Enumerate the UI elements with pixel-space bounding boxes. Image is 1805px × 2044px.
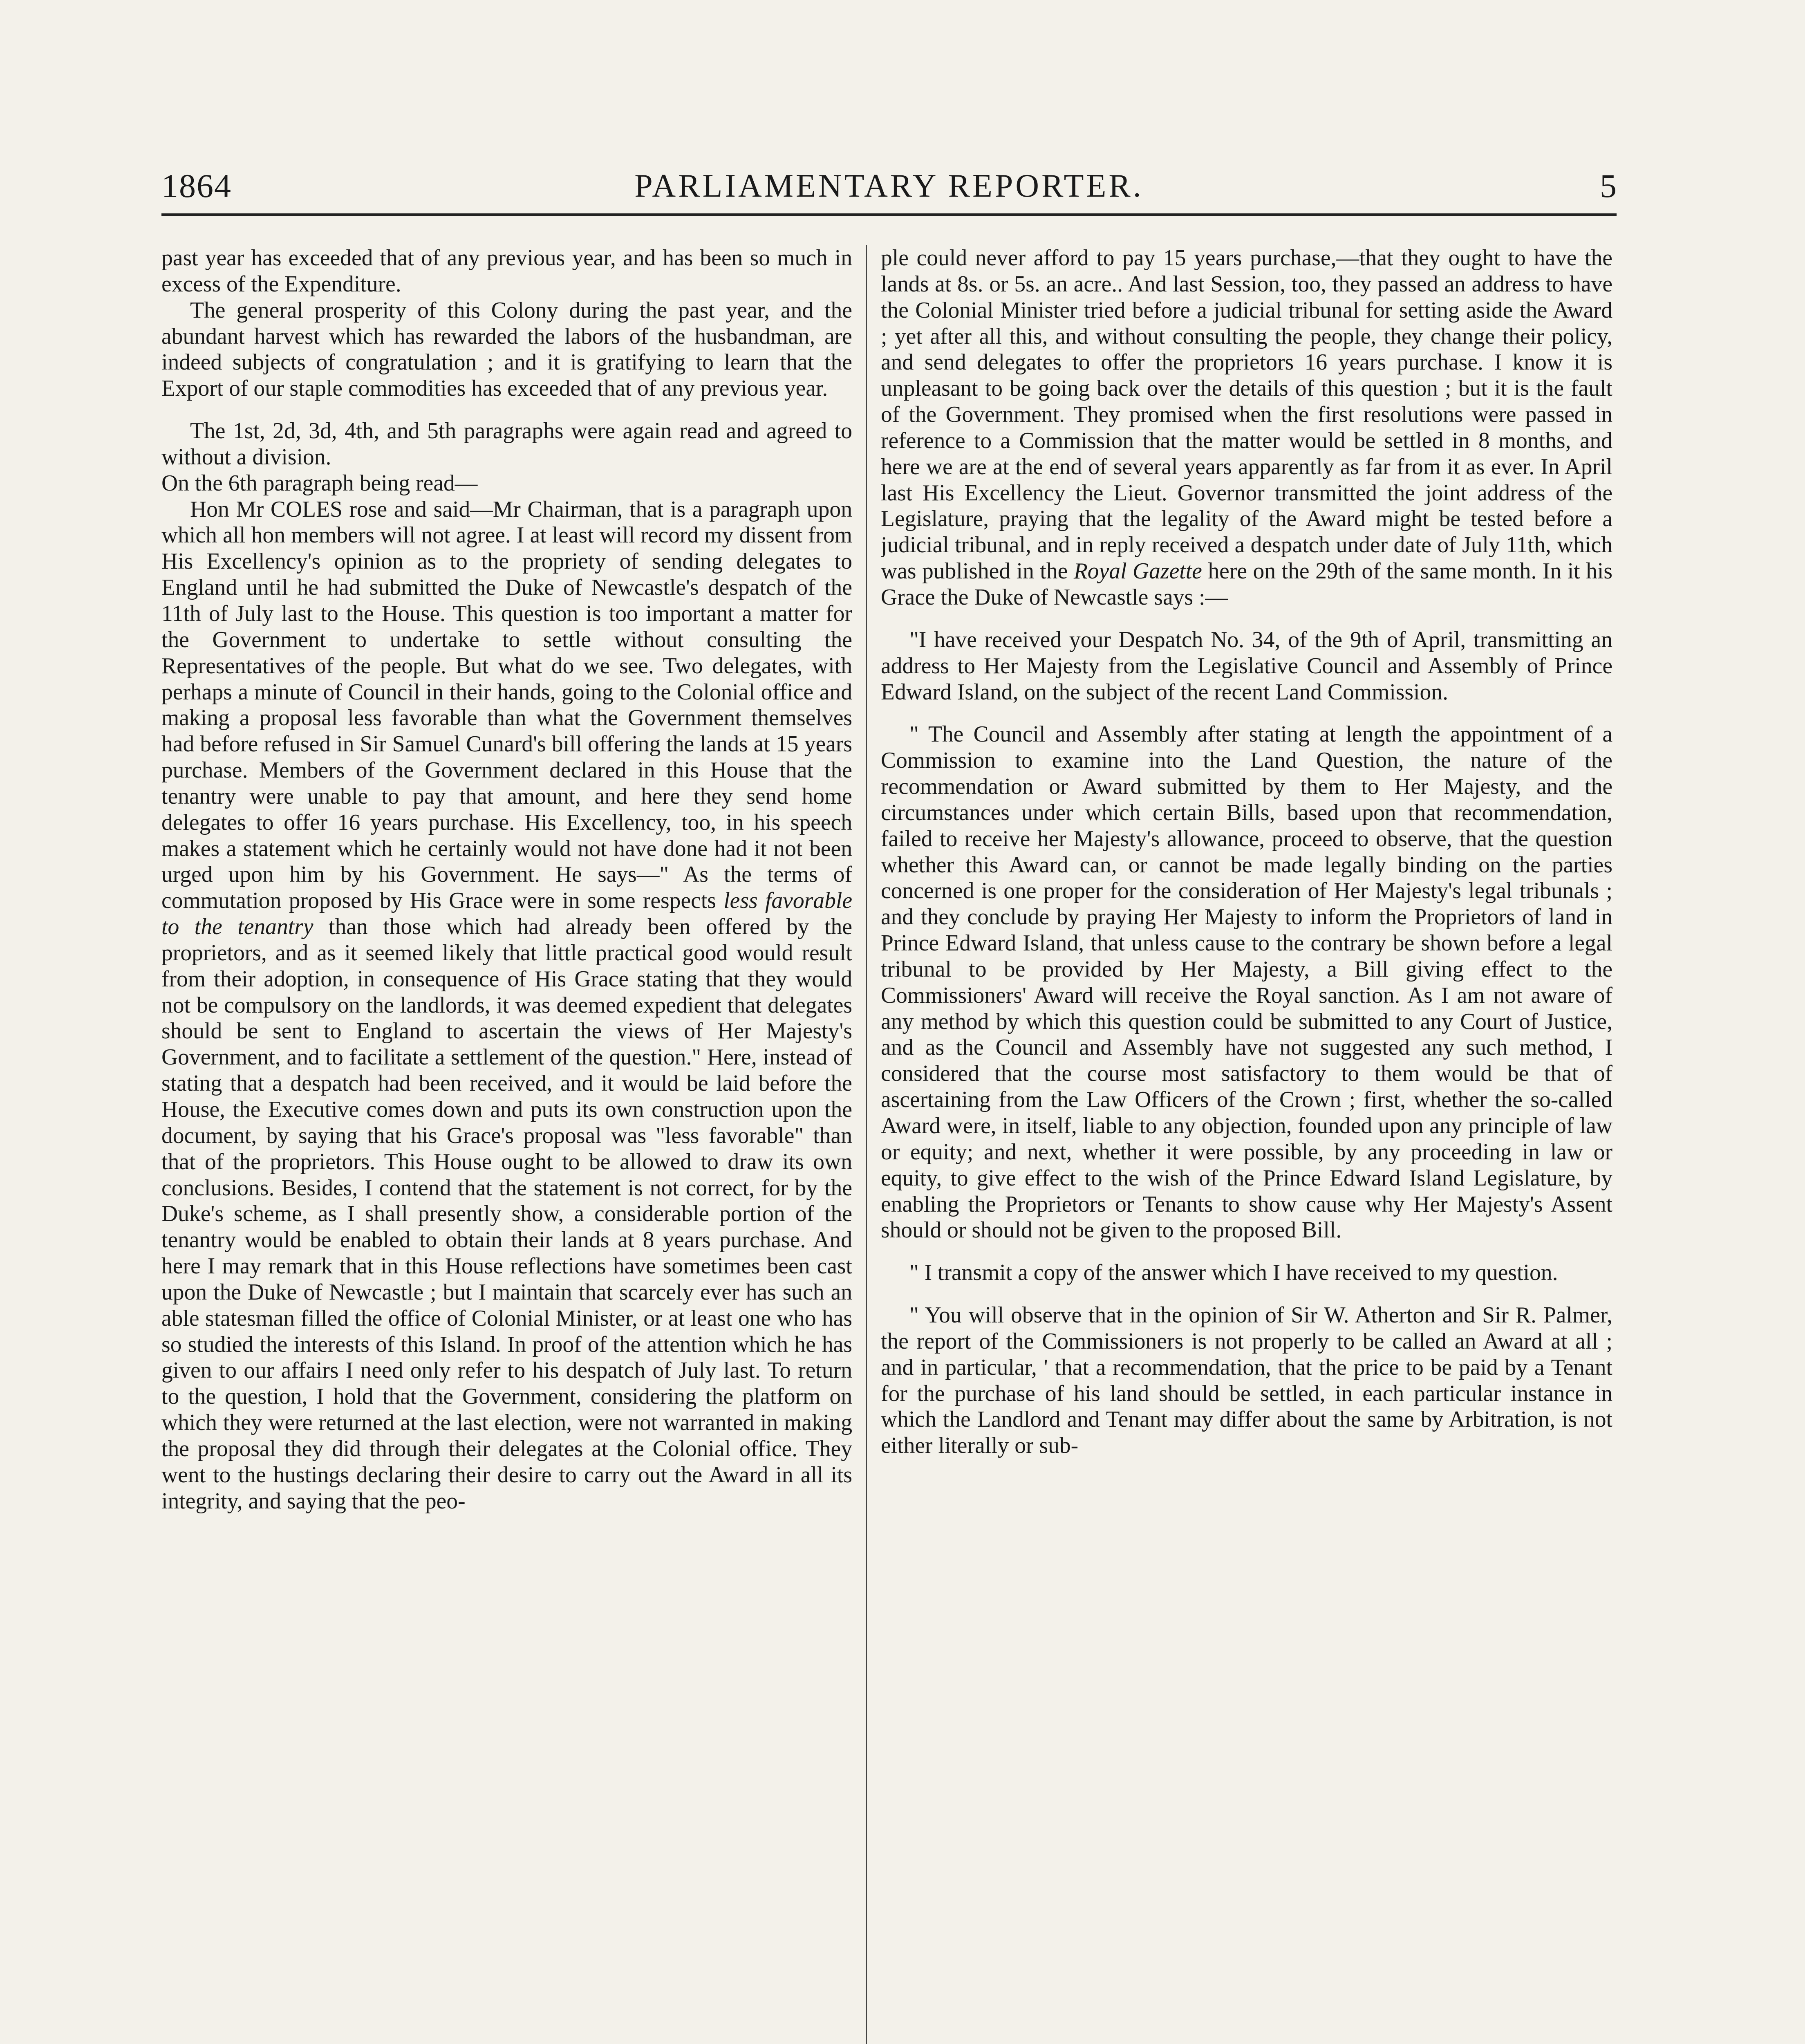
column-divider <box>866 245 867 2044</box>
coles-speech-part-1: Hon Mr COLES rose and said—Mr Chairman, that is a paragraph upon which all hon members will not agree. I at least will record my dissent from His Excellency's opinion as to the propriety of sending delegates to England until he had submitted the Duke of Newcastle's despatch of the 11th of July last to the House. This question is too important a matter for the Government to undertake to settle without consulting the Representatives of the people. But what do we see. Two delegates, with perhaps a minute of Council in their hands, going to the Colonial office and making a proposal less favorable than what the Government themselves had before refused in Sir Samuel Cunard's bill offering the lands at 15 years purchase. Members of the Government declared in this House that the tenantry were unable to pay that amount, and here they send home delegates to offer 16 years purchase. His Excellency, too, in his speech makes a statement which he certainly would not have done had it not been urged upon him by his Government. He says—" As the terms of commutation proposed by His Grace were in some respects <box>161 496 852 914</box>
left-paragraph-3: The 1st, 2d, 3d, 4th, and 5th paragraphs were again read and agreed to without a division. <box>161 418 852 470</box>
right-paragraph-1 <box>881 245 1612 611</box>
coles-speech-part-2: than those which had already been offered by the proprietors, and as it seemed likely that little practical good would result from their adoption, in consequence of His Grace stating that they would not be compulsory on the landlords, it was deemed expedient that delegates should be sent to England to ascertain the views of Her Majesty's Government, and to facilitate a settlement of the question." Here, instead of stating that a despatch had been received, and it would be laid before the House, the Executive comes down and puts its own construction upon the document, by saying that his Grace's proposal was "less favorable" than that of the proprietors. This House ought to be allowed to draw its own conclusions. Besides, I contend that the statement is not correct, for by the Duke's scheme, as I shall presently show, a considerable portion of the tenantry would be enabled to obtain their lands at 8 years purchase. And here I may remark that in this House reflections have sometimes been cast upon the Duke of Newcastle ; but I maintain that scarcely ever has such an able statesman filled the office of Colonial Minister, or at least one who has so studied the interests of this Island. In proof of the attention which he has given to our affairs I need only refer to his despatch of July last. To return to the question, I hold that the Government, considering the platform on which they were returned at the last election, were not warranted in making the proposal they did through their delegates at the Colonial office. They went to the hustings declaring their desire to carry out the Award in all its integrity, and saying that the peo- <box>161 914 852 1514</box>
header-page-number: 5 <box>1600 167 1617 204</box>
left-paragraph-1: past year has exceeded that of any previous year, and has been so much in excess of the Expenditure. <box>161 245 852 297</box>
left-paragraph-5 <box>161 497 852 1515</box>
despatch-paragraph-3: " I transmit a copy of the answer which I have received to my question. <box>909 1260 1558 1286</box>
left-column <box>161 245 852 2044</box>
left-paragraph-4: On the 6th paragraph being read— <box>161 470 478 496</box>
left-paragraph-2: The general prosperity of this Colony during the past year, and the abundant harvest which has rewarded the labors of the husbandman, are indeed subjects of congratulation ; and it is gratifying to learn that the Export of our staple commodities has exceeded that of any previous year. <box>161 297 852 401</box>
right-column <box>881 245 1612 2044</box>
right-paragraph-1-part-2: here on the 29th of the same month. In it his Grace the Duke of Newcastle says :— <box>881 558 1612 610</box>
despatch-paragraph-2: " The Council and Assembly after stating at length the appointment of a Commission to examine into the Land Question, the nature of the recommendation or Award submitted by them to Her Majesty, and the circumstances under which certain Bills, based upon that recommendation, failed to receive her Majesty's allowance, proceed to observe, that the question whether this Award can, or cannot be made legally binding on the parties concerned is one proper for the consideration of Her Majesty's legal tribunals ; and they conclude by praying Her Majesty to inform the Proprietors of land in Prince Edward Island, that unless cause to the contrary be shown before a legal tribunal to be provided by Her Majesty, a Bill giving effect to the Commissioners' Award will receive the Royal sanction. As I am not aware of any method by which this question could be submitted to any Court of Justice, and as the Council and Assembly have not suggested any such method, I considered that the course most satisfactory to them would be that of ascertaining from the Law Officers of the Crown ; first, whether the so-called Award were, in itself, liable to any objection, founded upon any principle of law or equity; and next, whether it were possible, by any proceeding in law or equity, to give effect to the wish of the Prince Edward Island Legislature, by enabling the Proprietors or Tenants to show cause why Her Majesty's Assent should or should not be given to the proposed Bill. <box>881 722 1612 1243</box>
header-title: PARLIAMENTARY REPORTER. <box>634 168 1144 204</box>
page-header <box>161 164 1617 225</box>
royal-gazette-italic: Royal Gazette <box>1073 558 1202 584</box>
despatch-paragraph-4: " You will observe that in the opinion of Sir W. Atherton and Sir R. Palmer, the report of the Commissioners is not properly to be called an Award at all ; and in particular, ' that a recommendation, that the price to be paid by a Tenant for the purchase of his land should be settled, in each particular instance in which the Landlord and Tenant may differ about the same by Arbitration, is not either literally or sub- <box>881 1302 1612 1459</box>
header-year: 1864 <box>161 167 232 204</box>
right-paragraph-1-part-1: ple could never afford to pay 15 years purchase,—that they ought to have the lands at 8s. or 5s. an acre.. And last Session, too, they passed an address to have the Colonial Minister tried before a judicial tribunal for setting aside the Award ; yet after all this, and without consulting the people, they change their policy, and send delegates to offer the proprietors 16 years purchase. I know it is unpleasant to be going back over the details of this question ; but it is the fault of the Government. They promised when the first resolutions were passed in reference to a Commission that the matter would be settled in 8 months, and here we are at the end of several years apparently as far from it as ever. In April last His Excellency the Lieut. Governor transmitted the joint address of the Legislature, praying that the legality of the Award might be tested before a judicial tribunal, and in reply received a despatch under date of July 11th, which was published in the <box>881 245 1612 584</box>
header-rule <box>161 213 1617 216</box>
coles-speech-italic: less favorable to the tenantry <box>161 888 852 940</box>
despatch-paragraph-1: "I have received your Despatch No. 34, of the 9th of April, transmitting an address to Her Majesty from the Legislative Council and Assembly of Prince Edward Island, on the subject of the recent Land Commission. <box>881 627 1612 705</box>
